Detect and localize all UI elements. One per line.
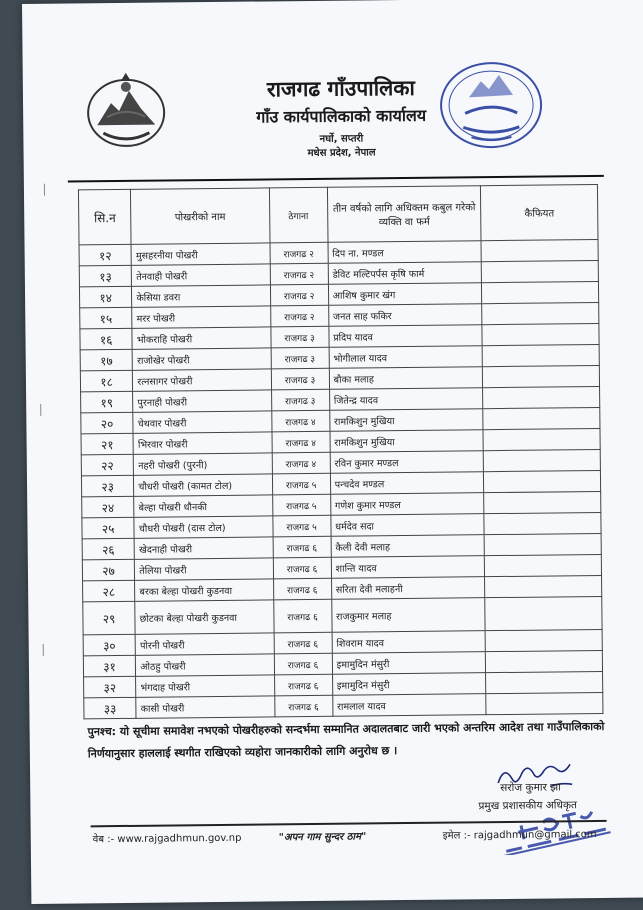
cell-pond-name: तेलिया पोखरी — [135, 558, 273, 580]
cell-remarks — [484, 470, 601, 492]
cell-address: राजगढ ६ — [274, 695, 332, 717]
cell-serial: १६ — [80, 328, 133, 350]
cell-bidder: सरिता देवी मलाहनी — [331, 577, 485, 600]
cell-address: राजगढ ५ — [272, 473, 330, 495]
cell-pond-name: केसिया डवरा — [132, 285, 270, 307]
cell-bidder: गणेश कुमार मण्डल — [330, 493, 484, 516]
letterhead — [23, 57, 643, 173]
signatory-name: सरोज कुमार झा — [500, 781, 561, 795]
cell-serial: १४ — [79, 286, 132, 308]
cell-address: राजगढ ४ — [272, 452, 330, 474]
cell-address: राजगढ २ — [270, 242, 328, 264]
cell-remarks — [484, 533, 601, 555]
cell-pond-name: ओठहु पोखरी — [136, 654, 274, 676]
cell-serial: २२ — [81, 454, 134, 476]
table-header-row — [78, 184, 598, 244]
cell-bidder: रामकिशुन मुखिया — [330, 430, 484, 453]
cell-address: राजगढ २ — [270, 284, 328, 306]
margin-mark — [44, 184, 45, 196]
cell-serial: ३१ — [83, 655, 136, 677]
cell-bidder: धर्मदेव सदा — [331, 514, 485, 537]
cell-address: राजगढ ५ — [272, 515, 330, 537]
cell-pond-name: चौधरी पोखरी (दास टोल) — [134, 516, 272, 538]
cell-serial: २९ — [83, 601, 136, 635]
cell-remarks — [485, 554, 602, 576]
cell-pond-name: बरका बेल्हा पोखरी कुडनवा — [135, 579, 273, 601]
cell-address: राजगढ ६ — [274, 674, 332, 696]
margin-mark — [43, 644, 44, 656]
cell-address: राजगढ ३ — [271, 368, 329, 390]
cell-serial: १२ — [79, 244, 132, 266]
cell-pond-name: चेथवार पोखरी — [133, 411, 271, 433]
cell-remarks — [485, 629, 602, 651]
col-header-pond-name: पोखरीको नाम — [131, 188, 270, 244]
cell-remarks — [484, 512, 601, 534]
cell-address: राजगढ ३ — [270, 326, 328, 348]
cell-pond-name: रत्नसागर पोखरी — [133, 369, 271, 391]
cell-bidder: प्रदिप यादव — [329, 325, 483, 348]
municipality-name: राजगढ गाँउपालिका — [266, 74, 415, 102]
cell-pond-name: खेदनाही पोखरी — [134, 537, 272, 559]
cell-address: राजगढ ३ — [271, 389, 329, 411]
table-row — [83, 596, 602, 634]
cell-pond-name: चौधरी पोखरी (कामत टोल) — [134, 474, 272, 496]
cell-bidder: भोगीलाल यादव — [329, 346, 483, 369]
cell-remarks — [482, 281, 599, 303]
cell-serial: २१ — [81, 433, 134, 455]
cell-pond-name: पोरनी पोखरी — [135, 633, 273, 655]
margin-mark — [40, 404, 41, 416]
cell-serial: ३२ — [84, 676, 137, 698]
cell-serial: २६ — [82, 538, 135, 560]
cell-bidder: बौका मलाह — [329, 367, 483, 390]
signatory-title: प्रमुख प्रशासकीय अधिकृत — [478, 799, 578, 813]
cell-remarks — [485, 596, 602, 630]
office-seal-stamp — [435, 57, 548, 154]
footer-slogan: "अपन गाम सुन्दर ठाम" — [278, 831, 367, 844]
document-page — [22, 0, 643, 904]
cell-pond-name: भिरवार पोखरी — [133, 432, 271, 454]
cell-bidder: जनत साह फकिर — [328, 304, 482, 327]
cell-bidder: रामकिशुन मुखिया — [329, 409, 483, 432]
cell-pond-name: भोकराहि पोखरी — [132, 327, 270, 349]
cell-bidder: शिवराम यादव — [332, 631, 486, 654]
cell-address: राजगढ ६ — [274, 632, 332, 654]
cell-serial: २४ — [82, 496, 135, 518]
cell-address: राजगढ ४ — [271, 410, 329, 432]
cell-serial: १३ — [79, 265, 132, 287]
cell-bidder: डेविट मल्टिपर्पस कृषि फार्म — [328, 262, 482, 285]
cell-remarks — [483, 407, 600, 429]
cell-serial: २५ — [82, 517, 135, 539]
cell-remarks — [486, 650, 603, 672]
cell-serial: १५ — [80, 307, 133, 329]
cell-pond-name: छोटका बेल्हा पोखरी कुडनवा — [135, 600, 274, 634]
cell-serial: २७ — [82, 559, 135, 581]
cell-bidder: कैली देवी मलाह — [331, 535, 485, 558]
cell-address: राजगढ ६ — [273, 557, 331, 579]
col-header-address: ठेगाना — [269, 187, 328, 243]
cell-remarks — [486, 671, 603, 693]
cell-address: राजगढ ६ — [274, 653, 332, 675]
cell-address: राजगढ ६ — [273, 536, 331, 558]
cell-address: राजगढ २ — [270, 305, 328, 327]
address-line-1: नर्घो, सप्तरी — [319, 133, 364, 145]
table-row — [84, 692, 603, 718]
cell-bidder: पन्चदेव मण्डल — [330, 472, 484, 495]
cell-bidder: दिप ना. मण्डल — [328, 241, 482, 264]
cell-serial: २३ — [81, 475, 134, 497]
cell-serial: १७ — [80, 349, 133, 371]
cell-address: राजगढ ६ — [273, 599, 332, 633]
cell-serial: १८ — [80, 370, 133, 392]
pond-allocation-table — [78, 184, 604, 719]
cell-bidder: जितेन्द्र यादव — [329, 388, 483, 411]
cell-bidder: रविन कुमार मण्डल — [330, 451, 484, 474]
cell-bidder: इमामुदिन मंसुरी — [332, 652, 486, 675]
cell-serial: २८ — [83, 580, 136, 602]
cell-bidder: रामलाल यादव — [332, 694, 486, 717]
cell-pond-name: पुरनाही पोखरी — [133, 390, 271, 412]
cell-pond-name: तेनवाही पोखरी — [132, 264, 270, 286]
cell-remarks — [484, 491, 601, 513]
cell-serial: २० — [81, 412, 134, 434]
cell-bidder: राजकुमार मलाह — [331, 598, 485, 633]
cell-pond-name: भंगदाह पोखरी — [136, 675, 274, 697]
cell-pond-name: मुसहरनीया पोखरी — [131, 243, 269, 265]
cell-pond-name: नहरी पोखरी (पुरनी) — [134, 453, 272, 475]
cell-remarks — [483, 386, 600, 408]
cell-remarks — [483, 365, 600, 387]
col-header-serial: सि.न — [78, 189, 131, 245]
cell-bidder: शान्ति यादव — [331, 556, 485, 579]
cell-remarks — [481, 239, 598, 261]
cell-bidder: इमामुदिन मंसुरी — [332, 673, 486, 696]
cell-serial: ३० — [83, 634, 136, 656]
cell-remarks — [482, 323, 599, 345]
col-header-bidder: तीन वर्षको लागि अधिक्तम कबुल गरेको व्यक्ति वा फर्म — [327, 186, 481, 243]
header-divider — [68, 175, 604, 183]
postscript-note: पुनश्च: यो सूचीमा समावेश नभएको पोखरीहरुको सन्दर्भमा सम्मानित अदालतबाट जारी भएको अन्तरिम आदेश तथा गाउँपालिकाको निर्णयानुसार हाललाई स्थगीत राखिएको व्यहोरा जानकारीको लागि अनुरोध छ । — [87, 719, 605, 761]
cell-address: राजगढ ५ — [272, 494, 330, 516]
footer-email: इमेल :- rajgadhmun@gmail.com — [442, 829, 597, 842]
cell-remarks — [482, 260, 599, 282]
cell-pond-name: मरर पोखरी — [132, 306, 270, 328]
cell-pond-name: कासी पोखरी — [136, 696, 274, 718]
cell-pond-name: बेल्हा पोखरी धौनकी — [134, 495, 272, 517]
footer-website: वेब :- www.rajgadhmun.gov.np — [92, 832, 242, 846]
cell-remarks — [485, 575, 602, 597]
cell-serial: १९ — [81, 391, 134, 413]
cell-serial: ३३ — [84, 697, 137, 719]
cell-pond-name: राजोखेर पोखरी — [132, 348, 270, 370]
cell-remarks — [482, 344, 599, 366]
cell-address: राजगढ ३ — [271, 347, 329, 369]
cell-remarks — [486, 692, 603, 714]
cell-address: राजगढ २ — [270, 263, 328, 285]
cell-address: राजगढ ४ — [272, 431, 330, 453]
col-header-remarks: कैफियत — [481, 184, 598, 240]
address-line-2: मधेस प्रदेश, नेपाल — [307, 147, 376, 160]
cell-remarks — [483, 428, 600, 450]
nepal-emblem-logo — [83, 68, 170, 149]
cell-address: राजगढ ६ — [273, 578, 331, 600]
cell-bidder: आशिष कुमार खंग — [328, 283, 482, 306]
office-name: गाँउ कार्यपालिकाको कार्यालय — [256, 105, 427, 127]
cell-remarks — [484, 449, 601, 471]
cell-remarks — [482, 302, 599, 324]
